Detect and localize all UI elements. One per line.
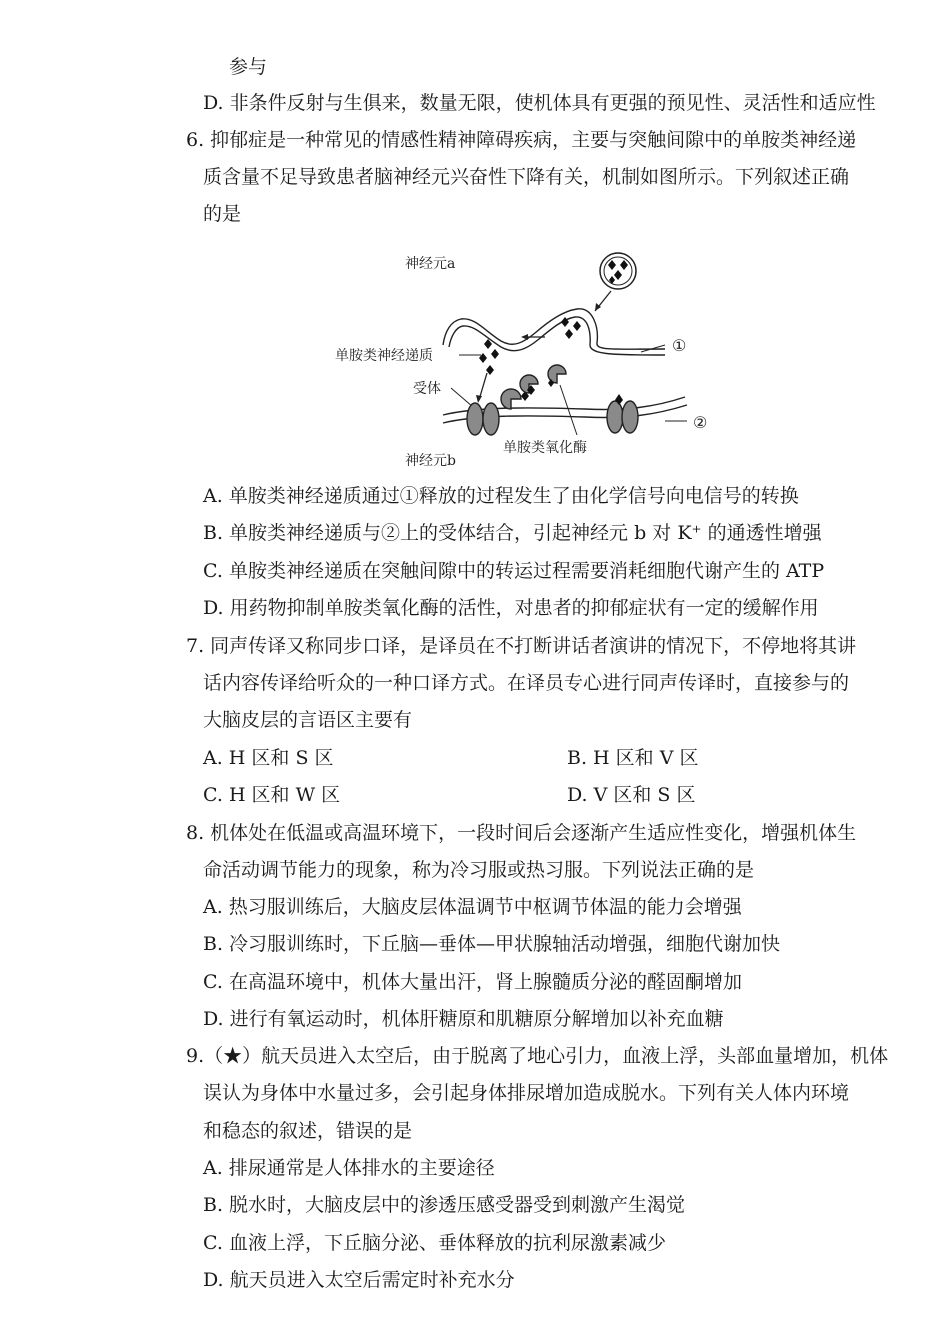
q6-stem-line-2: 质含量不足导致患者脑神经元兴奋性下降有关，机制如图所示。下列叙述正确 — [203, 166, 850, 188]
pointer-line-enzyme — [560, 385, 577, 435]
q6-option-a: A. 单胺类神经递质通过①释放的过程发生了由化学信号向电信号的转换 — [203, 485, 799, 507]
q6-stem-line-3: 的是 — [203, 203, 242, 225]
q8-option-b: B. 冷习服训练时，下丘脑—垂体—甲状腺轴活动增强，细胞代谢加快 — [203, 933, 781, 955]
q9-stem-line-3: 和稳态的叙述，错误的是 — [203, 1120, 413, 1142]
q6-stem-line-1: 6. 抑郁症是一种常见的情感性精神障碍疾病，主要与突触间隙中的单胺类神经递 — [186, 129, 857, 151]
q9-option-c: C. 血液上浮，下丘脑分泌、垂体释放的抗利尿激素减少 — [203, 1232, 666, 1254]
q5-continuation-text: 参与 — [229, 56, 268, 78]
label-mark-1: ① — [672, 336, 687, 355]
q6-option-c: C. 单胺类神经递质在突触间隙中的转运过程需要消耗细胞代谢产生的 ATP — [203, 560, 825, 582]
released-transmitter-diamonds — [561, 317, 581, 339]
enzyme-shapes — [501, 365, 566, 409]
pointer-line-receptor — [451, 388, 473, 407]
q7-option-d: D. V 区和 S 区 — [567, 784, 696, 806]
q7-stem-line-1: 7. 同声传译又称同步口译，是译员在不打断讲话者演讲的情况下，不停地将其讲 — [186, 635, 857, 657]
q9-option-d: D. 航天员进入太空后需定时补充水分 — [203, 1269, 515, 1291]
label-enzyme: 单胺类氧化酶 — [503, 440, 587, 456]
q7-stem-line-2: 话内容传译给听众的一种口译方式。在译员专心进行同声传译时，直接参与的 — [203, 672, 850, 694]
q6-option-b: B. 单胺类神经递质与②上的受体结合，引起神经元 b 对 K⁺ 的通透性增强 — [203, 522, 822, 544]
label-receptor: 受体 — [413, 381, 441, 397]
receptor-left — [467, 403, 499, 435]
q9-stem-line-2: 误认为身体中水量过多，会引起身体排尿增加造成脱水。下列有关人体内环境 — [203, 1082, 850, 1104]
q8-option-a: A. 热习服训练后，大脑皮层体温调节中枢调节体温的能力会增强 — [203, 896, 742, 918]
q8-stem-line-1: 8. 机体处在低温或高温环境下，一段时间后会逐渐产生适应性变化，增强机体生 — [186, 822, 857, 844]
receptor-right — [607, 401, 638, 433]
q9-stem-line-1: 9.（★）航天员进入太空后，由于脱离了地心引力，血液上浮，头部血量增加，机体 — [186, 1045, 889, 1067]
q7-option-b: B. H 区和 V 区 — [567, 747, 699, 769]
label-transmitter: 单胺类神经递质 — [335, 348, 433, 364]
q7-option-a: A. H 区和 S 区 — [203, 747, 334, 769]
label-neuron-a: 神经元a — [405, 256, 456, 272]
q8-stem-line-2: 命活动调节能力的现象，称为冷习服或热习服。下列说法正确的是 — [203, 859, 755, 881]
label-neuron-b: 神经元b — [405, 453, 456, 469]
q6-option-d: D. 用药物抑制单胺类氧化酶的活性，对患者的抑郁症状有一定的缓解作用 — [203, 597, 819, 619]
q9-option-a: A. 排尿通常是人体排水的主要途径 — [203, 1157, 495, 1179]
q5-option-d: D. 非条件反射与生俱来，数量无限，使机体具有更强的预见性、灵活性和适应性 — [203, 92, 876, 114]
q8-option-c: C. 在高温环境中，机体大量出汗，肾上腺髓质分泌的醛固酮增加 — [203, 971, 742, 993]
q7-stem-line-3: 大脑皮层的言语区主要有 — [203, 709, 413, 731]
label-mark-2: ② — [693, 413, 708, 432]
q9-option-b: B. 脱水时，大脑皮层中的渗透压感受器受到刺激产生渴觉 — [203, 1194, 686, 1216]
q8-option-d: D. 进行有氧运动时，机体肝糖原和肌糖原分解增加以补充血糖 — [203, 1008, 724, 1030]
synapse-figure — [325, 245, 725, 475]
q7-option-c: C. H 区和 W 区 — [203, 784, 341, 806]
